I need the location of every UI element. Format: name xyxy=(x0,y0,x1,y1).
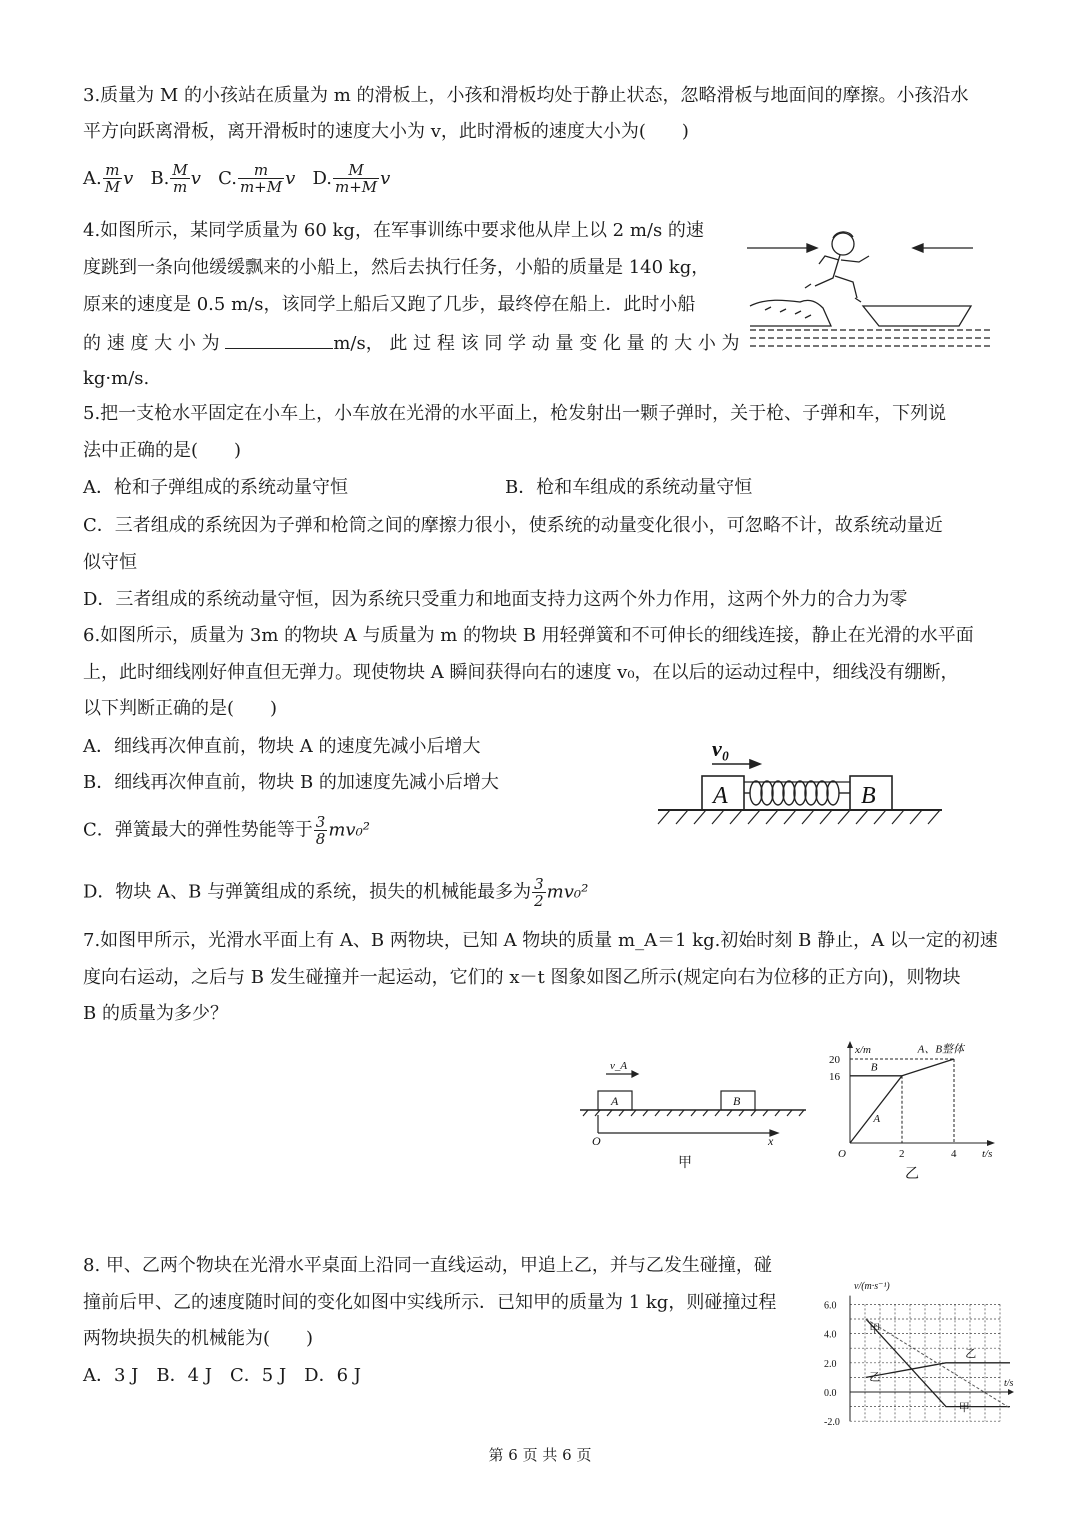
y-tick-label: 4.0 xyxy=(824,1329,837,1341)
v0-label: v₀ xyxy=(712,736,730,761)
va-label: v_A xyxy=(610,1060,628,1072)
q4-figure xyxy=(745,222,995,352)
x-tick-label: 4 xyxy=(951,1148,957,1160)
q6-option-d: D．物块 A、B 与弹簧组成的系统，损失的机械能最多为 $\frac{3}{2}$ mv₀² xyxy=(83,875,589,910)
series-line xyxy=(850,1076,902,1143)
x-axis-label: x xyxy=(768,1134,774,1148)
shore xyxy=(750,300,831,326)
q8-line2: 撞前后甲、乙的速度随时间的变化如图中实线所示．已知甲的质量为 1 kg，则碰撞过程 xyxy=(83,1292,777,1313)
boy-figure xyxy=(805,232,869,302)
q6-figure xyxy=(650,732,950,832)
q5-option-c-line1: C．三者组成的系统因为子弹和枪筒之间的摩擦力很小，使系统的动量变化很小，可忽略不计，故系统动量近 xyxy=(83,515,943,536)
q8-options: A．3 J B．4 J C．5 J D．6 J xyxy=(83,1365,361,1386)
y-tick-label: 20 xyxy=(829,1054,840,1066)
q3-options xyxy=(83,162,390,195)
q6-option-a: A．细线再次伸直前，物块 A 的速度先减小后增大 xyxy=(83,736,481,757)
series-label-jia-after: 甲 xyxy=(958,1401,970,1414)
q5-option-b: B．枪和车组成的系统动量守恒 xyxy=(505,477,753,498)
y-tick-label: 16 xyxy=(829,1070,840,1083)
x-axis-label: t/s xyxy=(1004,1378,1014,1389)
q5-line2: 法中正确的是( ) xyxy=(83,440,242,461)
y-tick-label: 2.0 xyxy=(824,1358,837,1370)
q3-line2: 平方向跃离滑板，离开滑板时的速度大小为 v，此时滑板的速度大小为( ) xyxy=(83,121,689,142)
fig-yi-caption: 乙 xyxy=(905,1167,919,1182)
q3-option-d: D. $\frac{M}{m+M}$ v xyxy=(312,161,391,196)
boy-arm-right xyxy=(841,256,869,262)
series-label-jia: 甲 xyxy=(869,1323,881,1336)
q4-line4 xyxy=(83,330,740,356)
fig-jia-caption: 甲 xyxy=(678,1156,692,1171)
q8-line1: 8. 甲、乙两个物块在光滑水平桌面上沿同一直线运动，甲追上乙，并与乙发生碰撞，碰 xyxy=(83,1255,772,1276)
q5-option-a: A．枪和子弹组成的系统动量守恒 xyxy=(83,477,348,498)
q4-answer-blank-1[interactable] xyxy=(225,330,333,349)
block-a-label: A xyxy=(713,783,728,809)
q4-line4-a: 的 速 度 大 小 为 xyxy=(83,333,220,354)
x-axis-arrow xyxy=(1008,1389,1014,1395)
q3-option-c: C. $\frac{m}{m+M}$ v xyxy=(218,161,296,196)
page-footer: 第 6 页 共 6 页 xyxy=(488,1446,592,1464)
boy-head xyxy=(832,233,854,255)
spring xyxy=(744,781,850,805)
series-line xyxy=(902,1059,954,1076)
series-line-yi xyxy=(866,1363,1010,1378)
y-axis-arrow xyxy=(847,1041,853,1048)
q4-line2: 度跳到一条向他缓缓飘来的小船上，然后去执行任务，小船的质量是 140 kg， xyxy=(83,257,710,278)
boy-arm-left xyxy=(819,256,839,264)
q5-line1: 5.把一支枪水平固定在小车上，小车放在光滑的水平面上，枪发射出一颗子弹时，关于枪、子弹和车，下列说 xyxy=(83,403,947,424)
block-b-label: B xyxy=(733,1094,741,1108)
q5-option-d: D．三者组成的系统动量守恒，因为系统只受重力和地面支持力这两个外力作用，这两个外力的合力为零 xyxy=(83,589,908,610)
q5-option-c-line2: 似守恒 xyxy=(83,552,137,573)
x-tick-label: 2 xyxy=(899,1148,905,1160)
q6-line3: 以下判断正确的是( ) xyxy=(83,698,278,719)
q6-line1: 6.如图所示，质量为 3m 的物块 A 与质量为 m 的物块 B 用轻弹簧和不可伸长的细线连接，静止在光滑的水平面 xyxy=(83,625,974,646)
series-label: B xyxy=(870,1061,878,1074)
q7-line2: 度向右运动，之后与 B 发生碰撞并一起运动，它们的 x－t 图象如图乙所示(规定向右为位移的正方向)，则物块 xyxy=(83,967,961,988)
q7-xt-chart xyxy=(825,1040,1000,1180)
q6-option-c: C．弹簧最大的弹性势能等于 $\frac{3}{8}$ mv₀² xyxy=(83,813,370,848)
q4-line5: kg·m/s. xyxy=(83,368,150,389)
q3-option-a: A. $\frac{m}{M}$ v xyxy=(83,161,134,196)
q7-figure-jia xyxy=(574,1055,814,1175)
q7-line1: 7.如图甲所示，光滑水平面上有 A、B 两物块，已知 A 物块的质量 m_A＝1 kg.初始时刻 B 静止，A 以一定的初速 xyxy=(83,930,998,951)
q3-option-b: B. $\frac{M}{m}$ v xyxy=(150,161,201,196)
right-arrow-head xyxy=(913,244,923,252)
ground-hatch xyxy=(658,810,940,824)
q8-vt-chart xyxy=(822,1275,1012,1435)
q4-line3: 原来的速度是 0.5 m/s，该同学上船后又跑了几步，最终停在船上．此时小船 xyxy=(83,294,696,315)
shore-texture xyxy=(765,307,811,318)
left-arrow-head xyxy=(807,244,817,252)
surface-hatch xyxy=(583,1110,804,1116)
q4-line1: 4.如图所示，某同学质量为 60 kg，在军事训练中要求他从岸上以 2 m/s 的速 xyxy=(83,220,704,241)
va-arrow-head xyxy=(632,1071,638,1077)
v0-arrow-head xyxy=(750,760,760,768)
q4-line4-b: m/s， 此 过 程 该 同 学 动 量 变 化 量 的 大 小 为 xyxy=(333,333,740,354)
y-tick-label: -2.0 xyxy=(824,1417,840,1429)
boy-feet xyxy=(805,284,861,302)
series-label-yi: 乙 xyxy=(869,1371,881,1384)
q8-line3: 两物块损失的机械能为( ) xyxy=(83,1328,314,1349)
q7-line3: B 的质量为多少？ xyxy=(83,1003,228,1024)
origin-label: O xyxy=(838,1148,846,1160)
origin-label: O xyxy=(592,1134,601,1148)
y-axis-label: v/(m·s⁻¹) xyxy=(854,1281,890,1292)
x-axis-label: t/s xyxy=(982,1148,993,1160)
y-axis-label: x/m xyxy=(855,1044,871,1056)
series-label: A、B整体 xyxy=(917,1043,965,1056)
boat xyxy=(863,306,971,326)
x-axis-arrow xyxy=(987,1140,995,1146)
q6-line2: 上，此时细线刚好伸直但无弹力。现使物块 A 瞬间获得向右的速度 v₀，在以后的运动过程中，细线没有绷断， xyxy=(83,662,959,683)
block-b-label: B xyxy=(861,783,876,809)
series-label: A xyxy=(873,1113,881,1125)
boy-front-leg xyxy=(835,276,857,298)
q6-option-b: B．细线再次伸直前，物块 B 的加速度先减小后增大 xyxy=(83,772,499,793)
y-tick-label: 0.0 xyxy=(824,1388,837,1399)
dashed-extension xyxy=(866,1319,1010,1408)
block-a-label: A xyxy=(611,1094,619,1108)
q3-line1: 3.质量为 M 的小孩站在质量为 m 的滑板上，小孩和滑板均处于静止状态，忽略滑板与地面间的摩擦。小孩沿水 xyxy=(83,85,969,106)
y-tick-label: 6.0 xyxy=(824,1300,837,1312)
series-label-yi-after: 乙 xyxy=(965,1347,977,1360)
